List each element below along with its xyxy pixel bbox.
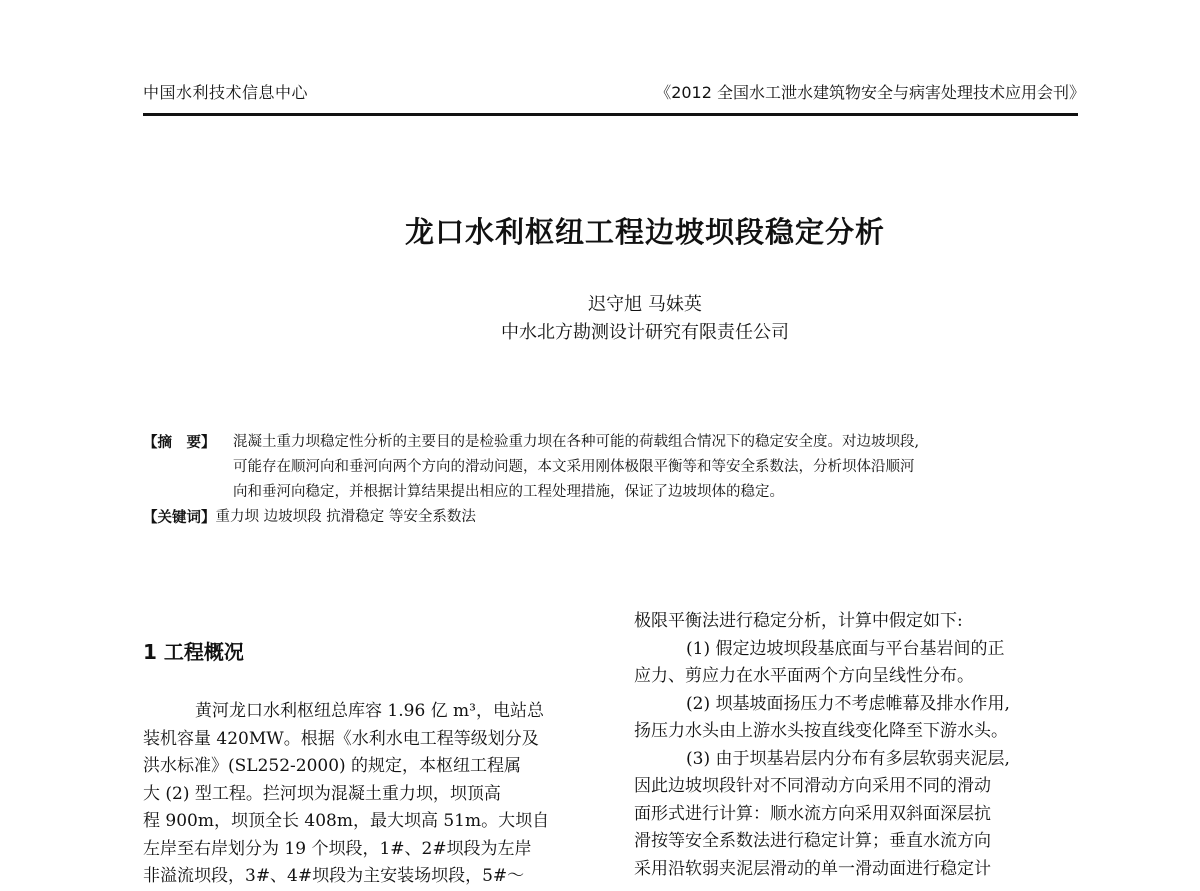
body-line: 采用沿软弱夹泥层滑动的单一滑动面进行稳定计 bbox=[634, 858, 991, 879]
body-line: 大 (2) 型工程。拦河坝为混凝土重力坝，坝顶高 bbox=[143, 783, 501, 804]
body-line: 扬压力水头由上游水头按直线变化降至下游水头。 bbox=[634, 721, 1008, 741]
paper-title: 龙口水利枢纽工程边坡坝段稳定分析 bbox=[404, 215, 885, 249]
body-line: 滑按等安全系数法进行稳定计算；垂直水流方向 bbox=[634, 831, 991, 851]
keywords-row bbox=[143, 505, 1088, 530]
right-column bbox=[634, 608, 1084, 883]
abstract-first-row bbox=[143, 430, 1088, 455]
left-column bbox=[143, 636, 593, 891]
keywords-text: 重力坝 边坡坝段 抗滑稳定 等安全系数法 bbox=[215, 509, 476, 525]
body-line: 黄河龙口水利枢纽总库容 1.96 亿 m³，电站总 bbox=[195, 701, 544, 721]
body-line: 非溢流坝段，3#、4#坝段为主安装场坝段，5#～ bbox=[143, 866, 525, 886]
running-header-left: 中国水利技术信息中心 bbox=[143, 83, 309, 102]
body-line: (3) 由于坝基岩层内分布有多层软弱夹泥层, bbox=[686, 748, 1010, 769]
paper-affiliation: 中水北方勘测设计研究有限责任公司 bbox=[501, 322, 789, 343]
body-line: 面形式进行计算：顺水流方向采用双斜面深层抗 bbox=[634, 803, 991, 824]
section-heading: 1 工程概况 bbox=[143, 640, 244, 664]
header-divider bbox=[143, 113, 1078, 116]
body-line: (1) 假定边坡坝段基底面与平台基岩间的正 bbox=[686, 638, 1005, 659]
section-body bbox=[143, 698, 593, 891]
running-header-right: 《2012 全国水工泄水建筑物安全与病害处理技术应用会刊》 bbox=[655, 83, 1085, 102]
body-line: 应力、剪应力在水平面两个方向呈线性分布。 bbox=[634, 666, 974, 686]
body-line: 程 900m，坝顶全长 408m，最大坝高 51m。大坝自 bbox=[143, 811, 550, 831]
body-line: 装机容量 420MW。根据《水利水电工程等级划分及 bbox=[143, 728, 539, 749]
body-line: 极限平衡法进行稳定分析，计算中假定如下: bbox=[634, 611, 963, 631]
body-line: (2) 坝基坡面扬压力不考虑帷幕及排水作用, bbox=[686, 693, 1010, 714]
abstract-line: 混凝土重力坝稳定性分析的主要目的是检验重力坝在各种可能的荷载组合情况下的稳定安全度。对边坡坝段, bbox=[233, 434, 920, 450]
abstract-line: 可能存在顺河向和垂河向两个方向的滑动问题，本文采用刚体极限平衡等和等安全系数法，分析坝体沿顺河 bbox=[233, 459, 915, 475]
body-line: 洪水标准》(SL252-2000) 的规定，本枢纽工程属 bbox=[143, 756, 522, 776]
abstract-label: 【摘 要】 bbox=[143, 434, 216, 451]
paper-authors: 迟守旭 马妹英 bbox=[588, 294, 702, 315]
body-line: 左岸至右岸划分为 19 个坝段，1#、2#坝段为左岸 bbox=[143, 838, 532, 859]
abstract-line: 向和垂河向稳定，并根据计算结果提出相应的工程处理措施，保证了边坡坝体的稳定。 bbox=[233, 484, 784, 500]
abstract-block bbox=[143, 430, 1088, 530]
keywords-label: 【关键词】 bbox=[143, 509, 216, 526]
body-line: 因此边坡坝段针对不同滑动方向采用不同的滑动 bbox=[634, 776, 991, 796]
